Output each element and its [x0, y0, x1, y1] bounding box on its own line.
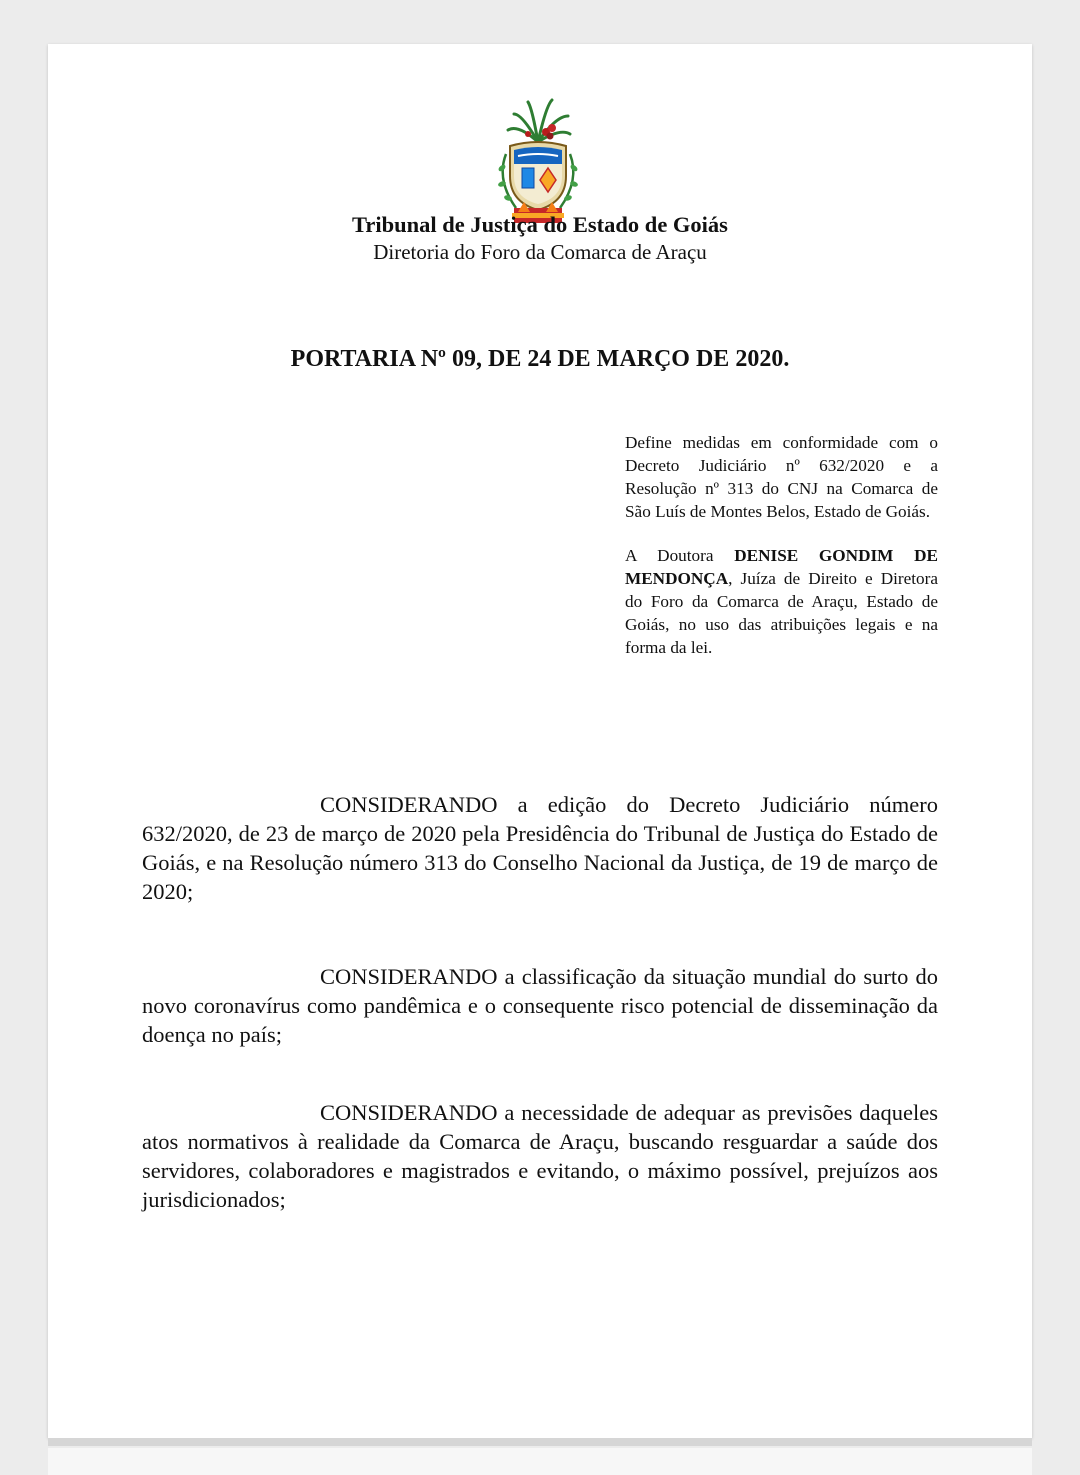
- consideration-paragraph: [142, 1098, 938, 1214]
- next-page-preview: [48, 1448, 1032, 1475]
- summary-block: [625, 431, 938, 680]
- consideration-text: CONSIDERANDO a necessidade de adequar as previsões daqueles atos normativos à realidade da Comarca de Araçu, buscando resguardar a saúde dos servidores, colaboradores e magistrados e evitando, o máximo possível, prejuízos aos jurisdicionados;: [142, 1100, 938, 1212]
- consideration-text: CONSIDERANDO a classificação da situação mundial do surto do novo coronavírus como pandêmica e o consequente risco potencial de disseminação da doença no país;: [142, 964, 938, 1047]
- judge-name: DENISE GONDIM DE MENDONÇA: [625, 546, 938, 588]
- consideration-paragraph: [142, 962, 938, 1049]
- court-division: Diretoria do Foro da Comarca de Araçu: [373, 240, 707, 264]
- ementa-text: Define medidas em conformidade com o Decreto Judiciário nº 632/2020 e a Resolução nº 313 do CNJ na Comarca de São Luís de Montes Belos, Estado de Goiás.: [625, 433, 938, 521]
- document-page: [48, 44, 1032, 1438]
- consideration-text: CONSIDERANDO a edição do Decreto Judiciário número 632/2020, de 23 de março de 2020 pela Presidência do Tribunal de Justiça do Estado de Goiás, e na Resolução número 313 do Conselho Nacional da Justiça, de 19 de março de 2020;: [142, 792, 938, 904]
- court-name: Tribunal de Justiça do Estado de Goiás: [352, 212, 728, 237]
- preamble-rest: , Juíza de Direito e Diretora do Foro da Comarca de Araçu, Estado de Goiás, no uso das atribuições legais e na forma da lei.: [625, 569, 938, 657]
- portaria-title: PORTARIA Nº 09, DE 24 DE MARÇO DE 2020.: [290, 346, 790, 372]
- preamble-text: [625, 544, 938, 659]
- preamble-prefix: A Doutora: [625, 546, 735, 565]
- page-bottom-edge: [48, 1438, 1032, 1446]
- consideration-paragraph: [142, 790, 938, 906]
